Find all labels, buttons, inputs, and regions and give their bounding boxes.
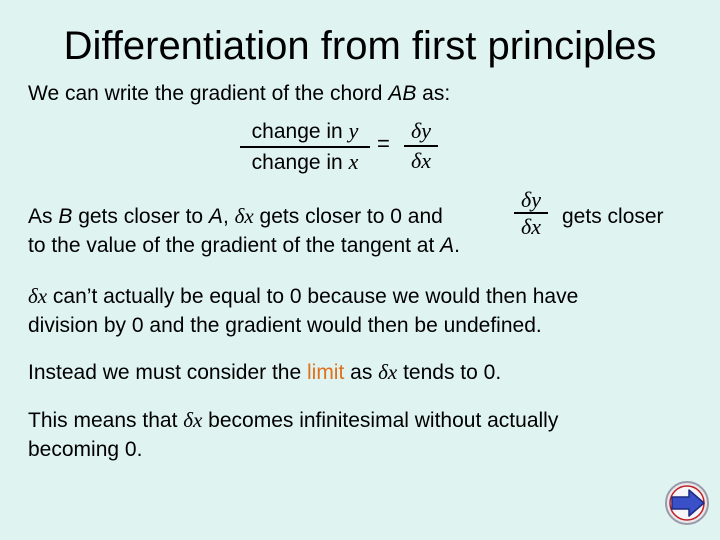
text: gets closer to: [72, 205, 209, 228]
delta-x: δx: [521, 214, 541, 239]
chord-label: AB: [388, 82, 417, 105]
infinitesimal-paragraph: [28, 406, 558, 464]
delta-x: δx: [234, 204, 254, 228]
limit-paragraph: [28, 358, 501, 387]
slide-title: Differentiation from first principles: [63, 24, 657, 68]
division-line2: division by 0 and the gradient would then be undefined.: [28, 314, 542, 337]
y-var: y: [348, 118, 359, 143]
change-in-y: [240, 117, 370, 146]
x-var: x: [348, 149, 359, 174]
division-line1: [28, 282, 578, 311]
change-in-x: [240, 148, 370, 177]
delta-y: δy: [411, 118, 431, 143]
closer-paragraph-line1: [28, 202, 443, 231]
division-paragraph: [28, 282, 578, 340]
delta-y: δy: [521, 187, 541, 212]
text: to the value of the gradient of the tangent at: [28, 234, 441, 257]
next-slide-button[interactable]: [664, 480, 710, 526]
equals-sign: =: [377, 131, 390, 156]
gets-closer-text: gets closer: [562, 205, 664, 228]
change-in-label: change in: [251, 151, 349, 174]
point-b: B: [58, 205, 73, 228]
text: .: [454, 234, 460, 257]
text: As: [28, 205, 59, 228]
text: ,: [222, 205, 235, 228]
inline-delta-fraction: [514, 187, 548, 239]
text: can’t actually be equal to 0 because we would then have: [47, 285, 579, 308]
point-a: A: [440, 234, 455, 257]
point-a: A: [208, 205, 223, 228]
next-arrow-icon: [664, 480, 710, 526]
text: This means that: [28, 409, 184, 432]
intro-text-a: We can write the gradient of the chord: [28, 82, 389, 105]
delta-x: δx: [411, 148, 431, 173]
text: becomes infinitesimal without actually: [202, 409, 559, 432]
infinitesimal-line1: [28, 406, 558, 435]
text: Instead we must consider the: [28, 361, 307, 384]
delta-x: δx: [378, 360, 398, 384]
delta-fraction: [404, 117, 438, 175]
change-in-label: change in: [251, 120, 349, 143]
closer-paragraph-line2: [28, 231, 460, 260]
text: as: [344, 361, 379, 384]
limit-keyword: limit: [306, 361, 345, 384]
delta-x: δx: [183, 408, 203, 432]
text: tends to 0.: [397, 361, 502, 384]
change-fraction: [240, 117, 370, 177]
delta-x: δx: [28, 284, 48, 308]
text: gets closer to 0 and: [253, 205, 443, 228]
chord-gradient-intro: [28, 79, 450, 108]
infinitesimal-line2: becoming 0.: [28, 438, 143, 461]
intro-text-b: as:: [416, 82, 451, 105]
